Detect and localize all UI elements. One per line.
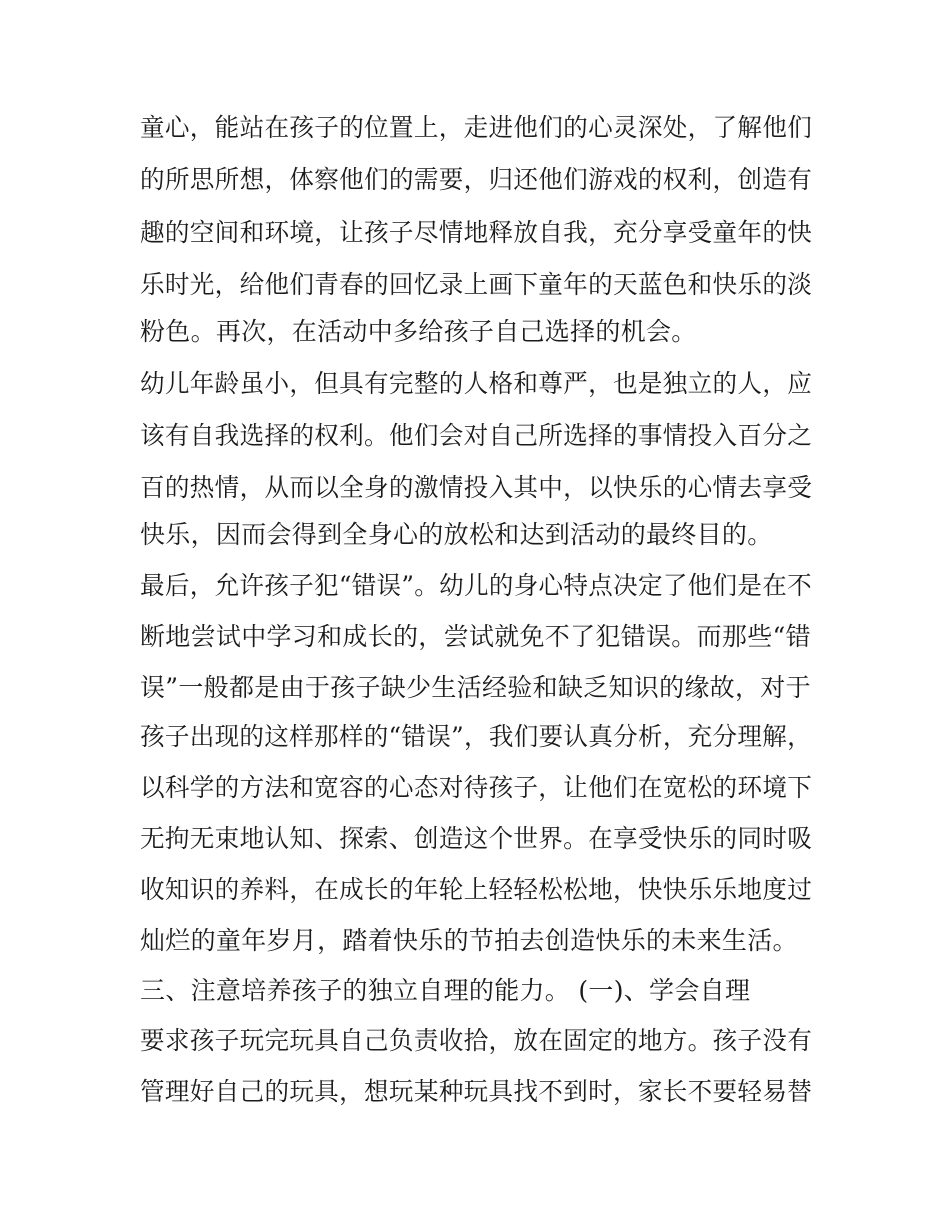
text-line: 误”一般都是由于孩子缺少生活经验和缺乏知识的缘故，对于 [140,673,811,702]
text-line: 乐时光，给他们青春的回忆录上画下童年的天蓝色和快乐的淡 [140,270,813,299]
text-line: 无拘无束地认知、探索、创造这个世界。在享受快乐的同时吸 [140,824,813,853]
text-line: 孩子出现的这样那样的“错误”，我们要认真分析，充分理解， [140,722,812,751]
text-line: 要求孩子玩完玩具自己负责收拾，放在固定的地方。孩子没有 [140,1026,813,1055]
text-line: 百的热情，从而以全身的激情投入其中，以快乐的心情去享受 [140,473,813,502]
text-line: 灿烂的童年岁月，踏着快乐的节拍去创造快乐的未来生活。 [140,926,798,955]
text-line: 的所思所想，体察他们的需要，归还他们游戏的权利，创造有 [140,165,813,194]
text-line: 以科学的方法和宽容的心态对待孩子，让他们在宽松的环境下 [140,773,813,802]
text-line: 童心，能站在孩子的位置上，走进他们的心灵深处，了解他们 [140,113,813,142]
text-line: 管理好自己的玩具，想玩某种玩具找不到时，家长不要轻易替 [140,1077,813,1106]
text-line: 快乐，因而会得到全身心的放松和达到活动的最终目的。 [140,520,773,549]
text-line: 该有自我选择的权利。他们会对自己所选择的事情投入百分之 [140,421,813,450]
text-line: 幼儿年龄虽小，但具有完整的人格和尊严，也是独立的人，应 [140,369,813,398]
text-line: 粉色。再次，在活动中多给孩子自己选择的机会。 [140,317,697,346]
text-line: 趣的空间和环境，让孩子尽情地释放自我，充分享受童年的快 [140,218,813,247]
section-heading: 三、注意培养孩子的独立自理的能力。 (一)、学会自理 [140,976,751,1005]
text-line: 断地尝试中学习和成长的，尝试就免不了犯错误。而那些“错 [140,622,811,651]
text-line: 最后，允许孩子犯“错误”。幼儿的身心特点决定了他们是在不 [140,571,812,600]
text-line: 收知识的养料，在成长的年轮上轻轻松松地，快快乐乐地度过 [140,875,813,904]
